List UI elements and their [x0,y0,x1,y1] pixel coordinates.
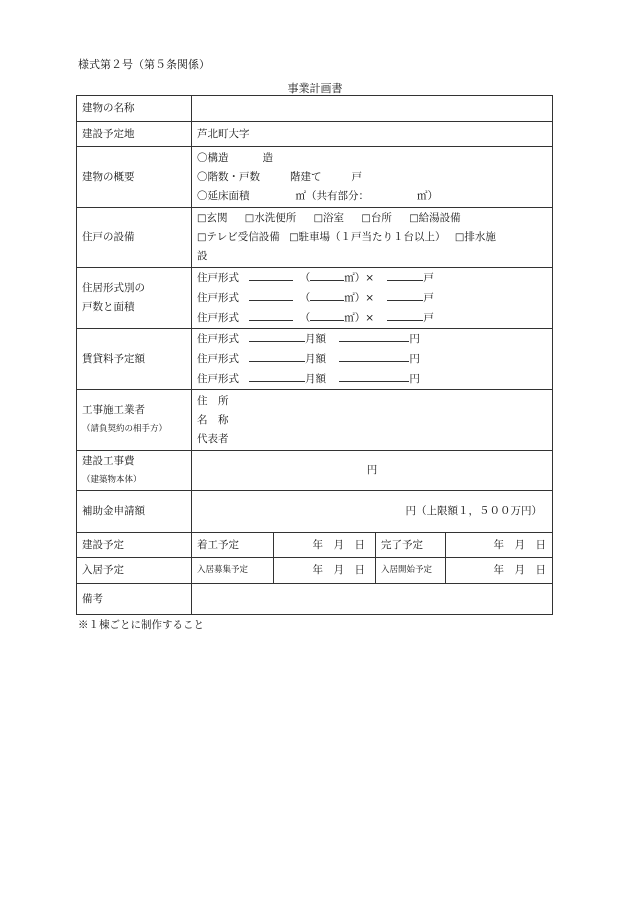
subsidy-label: 補助金申請額 [77,491,192,533]
contractor-rep-label: 代表者 [197,432,229,445]
contractor-name-label: 名 称 [197,413,229,426]
construction-cost-sublabel: （建築物本体） [82,474,142,485]
equipment-item-label: 駐車場（１戸当たり１台以上） [298,231,446,243]
contractor-address-label: 住 所 [197,394,229,407]
recruit-label: 入居募集予定 [192,558,274,584]
unit-type-label: 住戸形式 [197,272,239,284]
unit-type-line[interactable] [197,288,547,308]
checkbox-parking[interactable] [289,231,445,243]
business-plan-table [76,95,553,615]
rent-field [192,329,553,390]
yen-label: 円 [409,373,420,385]
unit-type-label: 住戸形式 [197,312,239,324]
structure-label: 構造 [207,151,229,164]
overview-label: 建物の概要 [77,147,192,208]
count-unit: 戸 [423,292,434,304]
count-unit: 戸 [423,272,434,284]
monthly-label: 月額 [305,353,327,365]
checkbox-mark: □ [289,232,299,243]
rent-label: 賃貸料予定額 [77,329,192,390]
checkbox-entrance[interactable] [197,212,227,224]
start-label: 着工予定 [192,533,274,558]
subsidy-field[interactable]: 円（上限額１，５００万円） [192,491,553,533]
row-remarks [77,584,553,615]
checkbox-mark: □ [454,232,465,243]
circle-mark: 〇 [197,151,208,164]
open-paren: （ [299,312,311,324]
checkbox-bathroom[interactable] [314,212,344,224]
equipment-label: 住戸の設備 [77,208,192,268]
equipment-item-label-wrap: 設 [197,250,208,262]
checkbox-mark: □ [409,213,419,224]
checkbox-mark: □ [244,213,255,224]
area-unit: ㎡（共有部分： [295,189,369,202]
rent-line[interactable] [197,349,547,369]
remarks-field[interactable] [192,584,553,615]
row-subsidy [77,491,553,533]
rent-line[interactable] [197,369,547,389]
move-in-start-date-field[interactable]: 年 月 日 [446,558,553,584]
move-in-label: 入居予定 [77,558,192,584]
equipment-item-label: 玄関 [206,212,228,224]
area-close: ㎡）× [344,292,375,304]
start-date-field[interactable]: 年 月 日 [274,533,376,558]
yen-label: 円 [409,353,420,365]
area-label: 延床面積 [207,189,250,202]
rent-type-label: 住戸形式 [197,333,239,345]
unit-type-label: 住戸形式 [197,292,239,304]
row-construction-schedule [77,533,553,558]
checkbox-drainage[interactable] [455,231,496,243]
equipment-item-label: 給湯設備 [418,212,461,224]
site-field[interactable]: 芦北町大字 [192,122,553,147]
checkbox-mark: □ [197,232,207,243]
equipment-item-label: 排水施 [464,231,496,243]
recruit-date-field[interactable]: 年 月 日 [274,558,376,584]
checkbox-kitchen[interactable] [361,212,391,224]
construction-cost-label: 建設工事費 [82,454,135,467]
checkbox-mark: □ [197,213,207,224]
unit-types-field [192,268,553,329]
move-in-start-label: 入居開始予定 [376,558,446,584]
contractor-label: 工事施工業者 [82,404,145,416]
unit-types-label-line2: 戸数と面積 [82,301,135,313]
checkbox-water-heater[interactable] [409,212,460,224]
yen-label: 円 [409,333,420,345]
area-close: ㎡）× [344,272,375,284]
end-label: 完了予定 [376,533,446,558]
open-paren: （ [299,292,311,304]
overview-field[interactable] [192,147,553,208]
equipment-item-label: 水洗便所 [254,212,297,224]
row-overview [77,147,553,208]
site-label: 建設予定地 [77,122,192,147]
form-number: 様式第２号（第５条関係） [78,58,210,71]
contractor-sublabel: （請負契約の相手方） [82,424,168,434]
document-title: 事業計画書 [287,82,343,95]
building-name-label: 建物の名称 [77,96,192,122]
checkbox-mark: □ [313,213,324,224]
row-building-name [77,96,553,122]
floors-label: 階数・戸数 [207,170,260,183]
checkbox-mark: □ [361,213,371,224]
unit-types-label [77,268,192,329]
row-equipment [77,208,553,268]
monthly-label: 月額 [305,373,327,385]
unit-type-line[interactable] [197,308,547,328]
contractor-label-cell [77,390,192,451]
area-close: ㎡）× [344,312,375,324]
checkbox-flush-toilet[interactable] [245,212,296,224]
row-site [77,122,553,147]
construction-cost-label-cell [77,451,192,491]
equipment-field [192,208,553,268]
end-date-field[interactable]: 年 月 日 [446,533,553,558]
equipment-item-label: 台所 [370,212,392,224]
floors-suffix: 階建て [290,170,322,183]
circle-mark: 〇 [197,189,208,202]
contractor-field[interactable] [192,390,553,451]
row-move-in [77,558,553,584]
checkbox-tv-reception[interactable] [197,231,280,243]
monthly-label: 月額 [305,333,327,345]
row-contractor [77,390,553,451]
footnote: ※１棟ごとに制作すること [78,619,204,631]
count-unit: 戸 [423,312,434,324]
circle-mark: 〇 [197,170,208,183]
rent-type-label: 住戸形式 [197,353,239,365]
building-name-field[interactable] [192,96,553,122]
equipment-item-label: 浴室 [323,212,345,224]
rent-line[interactable] [197,329,547,349]
structure-suffix: 造 [262,151,273,164]
area-shared-unit: ㎡） [417,189,438,202]
row-construction-cost [77,451,553,491]
construction-schedule-label: 建設予定 [77,533,192,558]
units-suffix: 戸 [351,170,362,183]
remarks-label: 備考 [77,584,192,615]
equipment-item-label: テレビ受信設備 [206,231,280,243]
unit-types-label-line1: 住居形式別の [82,282,145,294]
row-unit-types [77,268,553,329]
construction-cost-field[interactable]: 円 [192,451,553,491]
open-paren: （ [299,272,311,284]
unit-type-line[interactable] [197,268,547,288]
rent-type-label: 住戸形式 [197,373,239,385]
row-rent [77,329,553,390]
